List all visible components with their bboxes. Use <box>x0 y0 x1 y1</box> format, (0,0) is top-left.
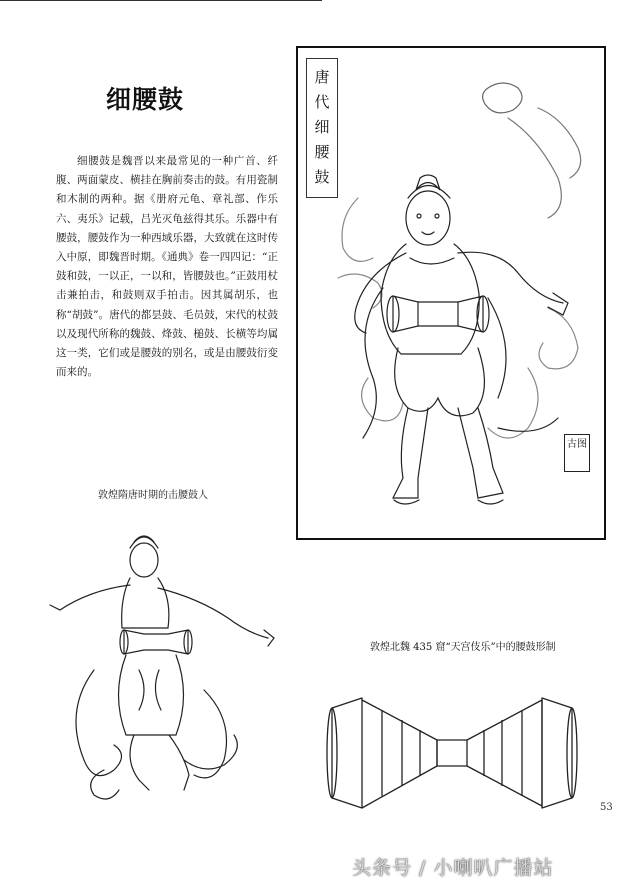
inscription-char: 唐 <box>314 68 330 86</box>
inscription-char: 细 <box>314 118 330 136</box>
main-illustration-frame <box>296 46 606 540</box>
watermark-text: 头条号 / 小喇叭广播站 <box>352 857 554 879</box>
dunhuang-drummer-drawing <box>34 520 294 810</box>
waist-drum-shape-drawing <box>322 688 582 818</box>
inscription-char: 鼓 <box>314 168 330 186</box>
top-rule <box>0 0 322 1</box>
inscription-char: 代 <box>314 93 330 111</box>
drum-shape-caption: 敦煌北魏 435 窟“天宫伎乐”中的腰鼓形制 <box>370 642 556 653</box>
page-number: 53 <box>600 802 613 813</box>
body-paragraph: 细腰鼓是魏晋以来最常见的一种广首、纤腹、两面蒙皮、横挂在胸前奏击的鼓。有用瓷制和木制的两种。据《册府元龟、章礼部、作乐六、夷乐》记载，吕光灭龟兹得其乐。乐器中有腰鼓，腰鼓作为一种西域乐器，大致就在这时传入中原，即魏晋时期。《通典》卷一四四记：“正鼓和鼓，一以正，一以和，皆腰鼓也。”正鼓用杖击兼拍击，和鼓则双手拍击。因其属胡乐，也称“胡鼓”。唐代的都昙鼓、毛员鼓，宋代的杖鼓以及现代所称的魏鼓、烽鼓、槌鼓、长横等均属这一类，它们或是腰鼓的别名，或是由腰鼓衍变而来的。 <box>56 155 278 379</box>
inscription-char: 腰 <box>314 143 330 161</box>
drummer-drawing <box>298 48 606 540</box>
dunhuang-figure-caption: 敦煌隋唐时期的击腰鼓人 <box>98 490 208 501</box>
seal-stamp: 古图 <box>564 434 590 472</box>
page-title: 细腰鼓 <box>106 85 185 114</box>
